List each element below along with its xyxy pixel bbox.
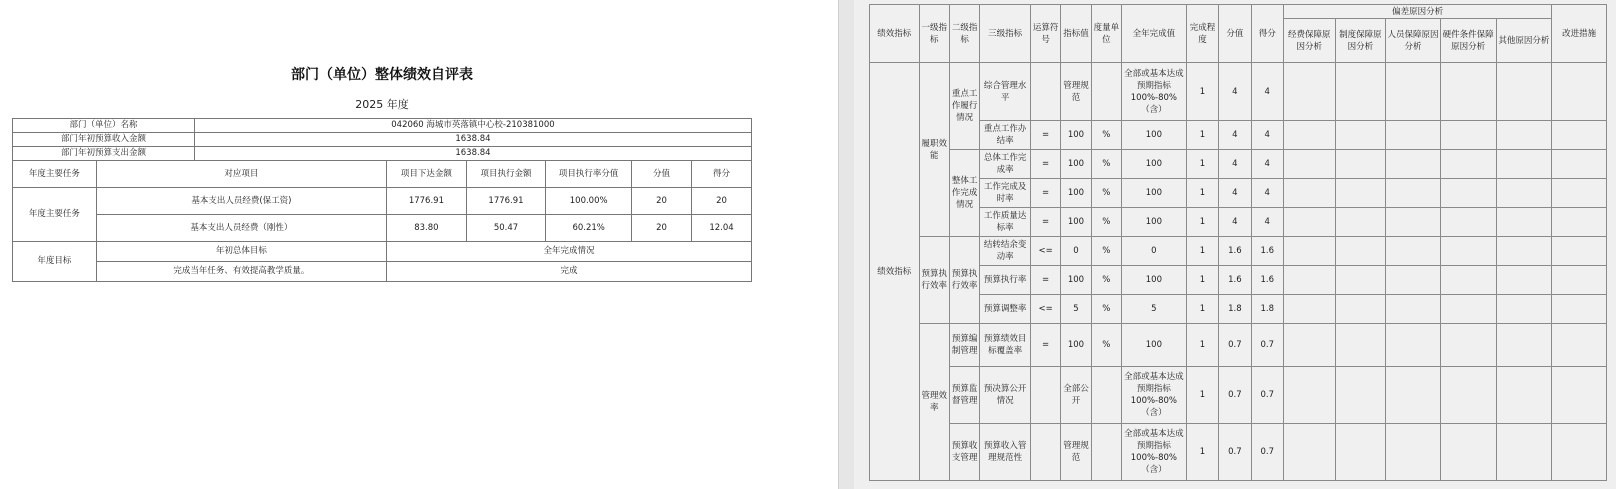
empty-cell	[1335, 266, 1386, 295]
header-level3: 三级指标	[980, 5, 1031, 63]
indicator-operator: =	[1030, 324, 1060, 367]
empty-cell	[1335, 367, 1386, 424]
indicator-target: 100	[1061, 179, 1091, 208]
empty-cell	[1335, 237, 1386, 266]
indicator-annual-value: 100	[1122, 208, 1187, 237]
expense-row	[13, 147, 752, 161]
indicator-target: 100	[1061, 150, 1091, 179]
header-hardware-reason: 硬件条件保障原因分析	[1440, 19, 1496, 63]
indicator-weight: 4	[1219, 179, 1251, 208]
empty-cell	[1440, 237, 1496, 266]
goal-header-row	[13, 242, 752, 262]
header-target: 指标值	[1061, 5, 1091, 63]
header-system-reason: 制度保障原因分析	[1335, 19, 1386, 63]
empty-cell	[1496, 63, 1552, 121]
empty-cell	[1386, 208, 1441, 237]
empty-cell	[1496, 324, 1552, 367]
empty-cell	[1440, 208, 1496, 237]
empty-cell	[1283, 63, 1335, 121]
empty-cell	[1386, 237, 1441, 266]
empty-cell	[1283, 121, 1335, 150]
indicator-unit: %	[1091, 208, 1121, 237]
indicator-operator	[1030, 63, 1060, 121]
task-row	[13, 188, 752, 215]
indicator-weight: 4	[1219, 63, 1251, 121]
goal-completion-value: 完成	[387, 262, 752, 282]
empty-cell	[1386, 295, 1441, 324]
empty-cell	[1386, 63, 1441, 121]
indicator-row	[870, 424, 1607, 481]
indicator-name: 重点工作办结率	[980, 121, 1031, 150]
task-row	[13, 215, 752, 242]
indicator-name: 预算调整率	[980, 295, 1031, 324]
empty-cell	[1335, 63, 1386, 121]
level1-label: 履职效能	[919, 63, 949, 237]
indicator-operator: =	[1030, 208, 1060, 237]
empty-cell	[1552, 367, 1607, 424]
empty-cell	[1283, 324, 1335, 367]
goal-value-row	[13, 262, 752, 282]
task-rate: 100.00%	[546, 188, 632, 215]
empty-cell	[1496, 266, 1552, 295]
task-header-project: 对应项目	[96, 161, 386, 188]
empty-cell	[1496, 367, 1552, 424]
indicator-completion: 1	[1186, 237, 1218, 266]
indicator-row	[870, 295, 1607, 324]
indicator-score: 4	[1251, 150, 1283, 179]
indicator-unit: %	[1091, 295, 1121, 324]
header-funding-reason: 经费保障原因分析	[1283, 19, 1335, 63]
task-rate: 60.21%	[546, 215, 632, 242]
indicator-score: 1.6	[1251, 237, 1283, 266]
goal-initial-header: 年初总体目标	[96, 242, 386, 262]
header-unit: 度量单位	[1091, 5, 1121, 63]
indicator-score: 1.8	[1251, 295, 1283, 324]
empty-cell	[1386, 324, 1441, 367]
indicator-row	[870, 367, 1607, 424]
task-weight: 20	[632, 215, 692, 242]
empty-cell	[1440, 295, 1496, 324]
level2-label: 预算执行效率	[949, 237, 979, 324]
indicator-target: 管理规范	[1061, 424, 1091, 481]
indicator-target: 全部公开	[1061, 367, 1091, 424]
header-operator: 运算符号	[1030, 5, 1060, 63]
unit-name-label: 部门（单位）名称	[13, 119, 195, 133]
indicator-name: 结转结余变动率	[980, 237, 1031, 266]
year-label: 2025 年度	[355, 98, 409, 111]
empty-cell	[1552, 237, 1607, 266]
indicator-target: 100	[1061, 266, 1091, 295]
indicator-weight: 1.6	[1219, 237, 1251, 266]
indicator-weight: 1.8	[1219, 295, 1251, 324]
empty-cell	[1552, 63, 1607, 121]
header-annual-value: 全年完成值	[1122, 5, 1187, 63]
performance-indicator-table	[869, 4, 1607, 481]
goal-label: 年度目标	[13, 242, 97, 282]
empty-cell	[1283, 266, 1335, 295]
empty-cell	[1496, 150, 1552, 179]
indicator-completion: 1	[1186, 424, 1218, 481]
indicator-unit	[1091, 367, 1121, 424]
unit-name-row	[13, 119, 752, 133]
indicator-name: 综合管理水平	[980, 63, 1031, 121]
indicator-annual-value: 100	[1122, 150, 1187, 179]
indicator-weight: 4	[1219, 208, 1251, 237]
indicator-row	[870, 324, 1607, 367]
indicator-unit	[1091, 63, 1121, 121]
indicator-completion: 1	[1186, 266, 1218, 295]
indicator-unit: %	[1091, 150, 1121, 179]
income-label: 部门年初预算收入金额	[13, 133, 195, 147]
level1-label: 预算执行效率	[919, 237, 949, 324]
income-value: 1638.84	[194, 133, 751, 147]
indicator-operator: =	[1030, 121, 1060, 150]
indicator-annual-value: 全部或基本达成预期指标 100%-80%（含）	[1122, 424, 1187, 481]
task-header-allocated: 项目下达金额	[387, 161, 467, 188]
empty-cell	[1335, 208, 1386, 237]
indicator-unit: %	[1091, 121, 1121, 150]
empty-cell	[1283, 237, 1335, 266]
indicator-operator: <=	[1030, 237, 1060, 266]
indicator-row	[870, 150, 1607, 179]
indicator-score: 4	[1251, 63, 1283, 121]
empty-cell	[1552, 150, 1607, 179]
indicator-completion: 1	[1186, 295, 1218, 324]
indicator-completion: 1	[1186, 150, 1218, 179]
empty-cell	[1283, 424, 1335, 481]
task-header-score: 得分	[692, 161, 752, 188]
indicator-annual-value: 5	[1122, 295, 1187, 324]
task-header-task: 年度主要任务	[13, 161, 97, 188]
indicator-completion: 1	[1186, 121, 1218, 150]
level2-label: 重点工作履行情况	[949, 63, 979, 150]
indicator-completion: 1	[1186, 63, 1218, 121]
header-weight: 分值	[1219, 5, 1251, 63]
indicator-unit: %	[1091, 237, 1121, 266]
header-level2: 二级指标	[949, 5, 979, 63]
indicator-unit	[1091, 424, 1121, 481]
header-completion: 完成程度	[1186, 5, 1218, 63]
header-other-reason: 其他原因分析	[1496, 19, 1552, 63]
indicator-score: 0.7	[1251, 424, 1283, 481]
empty-cell	[1552, 179, 1607, 208]
summary-table	[12, 118, 752, 282]
indicator-operator: =	[1030, 266, 1060, 295]
empty-cell	[1496, 424, 1552, 481]
goal-completion-header: 全年完成情况	[387, 242, 752, 262]
unit-name-value: 042060 海城市英落镇中心校-210381000	[194, 119, 751, 133]
indicator-unit: %	[1091, 266, 1121, 295]
empty-cell	[1335, 121, 1386, 150]
empty-cell	[1440, 367, 1496, 424]
empty-cell	[1496, 208, 1552, 237]
empty-cell	[1283, 367, 1335, 424]
indicator-score: 4	[1251, 208, 1283, 237]
task-header-weight: 分值	[632, 161, 692, 188]
task-score: 20	[692, 188, 752, 215]
indicator-row	[870, 266, 1607, 295]
empty-cell	[1552, 324, 1607, 367]
indicator-score: 0.7	[1251, 324, 1283, 367]
indicator-name: 预算收入管理规范性	[980, 424, 1031, 481]
empty-cell	[1440, 266, 1496, 295]
indicator-row	[870, 121, 1607, 150]
empty-cell	[1386, 179, 1441, 208]
indicator-target: 100	[1061, 324, 1091, 367]
expense-label: 部门年初预算支出金额	[13, 147, 195, 161]
empty-cell	[1496, 179, 1552, 208]
indicator-unit: %	[1091, 324, 1121, 367]
task-header-row	[13, 161, 752, 188]
indicator-completion: 1	[1186, 208, 1218, 237]
empty-cell	[1440, 150, 1496, 179]
empty-cell	[1335, 324, 1386, 367]
indicator-operator	[1030, 424, 1060, 481]
expense-value: 1638.84	[194, 147, 751, 161]
indicator-completion: 1	[1186, 324, 1218, 367]
empty-cell	[1386, 121, 1441, 150]
empty-cell	[1335, 150, 1386, 179]
empty-cell	[1283, 150, 1335, 179]
indicator-operator	[1030, 367, 1060, 424]
page-title: 部门（单位）整体绩效自评表	[291, 67, 473, 83]
indicator-row	[870, 208, 1607, 237]
empty-cell	[1496, 121, 1552, 150]
indicator-weight: 4	[1219, 150, 1251, 179]
empty-cell	[1335, 179, 1386, 208]
empty-cell	[1496, 237, 1552, 266]
indicator-target: 5	[1061, 295, 1091, 324]
income-row	[13, 133, 752, 147]
empty-cell	[1552, 424, 1607, 481]
task-executed: 50.47	[466, 215, 546, 242]
indicator-target: 管理规范	[1061, 63, 1091, 121]
empty-cell	[1283, 295, 1335, 324]
indicator-annual-value: 100	[1122, 324, 1187, 367]
task-project: 基本支出人员经费(保工资)	[96, 188, 386, 215]
empty-cell	[1386, 367, 1441, 424]
header-improvement: 改进措施	[1552, 5, 1607, 63]
indicator-name: 总体工作完成率	[980, 150, 1031, 179]
task-score: 12.04	[692, 215, 752, 242]
empty-cell	[1283, 179, 1335, 208]
indicator-weight: 0.7	[1219, 424, 1251, 481]
header-perf: 绩效指标	[870, 5, 920, 63]
indicator-name: 工作质量达标率	[980, 208, 1031, 237]
indicator-score: 4	[1251, 121, 1283, 150]
level2-label: 整体工作完成情况	[949, 150, 979, 237]
empty-cell	[1552, 266, 1607, 295]
header-level1: 一级指标	[919, 5, 949, 63]
level2-label: 预算收支管理	[949, 424, 979, 481]
indicator-annual-value: 全部或基本达成预期指标 100%-80%（含）	[1122, 63, 1187, 121]
indicator-operator: <=	[1030, 295, 1060, 324]
indicator-completion: 1	[1186, 367, 1218, 424]
header-staff-reason: 人员保障原因分析	[1386, 19, 1441, 63]
indicator-score: 1.6	[1251, 266, 1283, 295]
indicator-row	[870, 63, 1607, 121]
task-group-label: 年度主要任务	[13, 188, 97, 242]
indicator-target: 100	[1061, 208, 1091, 237]
indicator-name: 预算绩效目标覆盖率	[980, 324, 1031, 367]
page-gutter	[838, 0, 855, 489]
empty-cell	[1386, 266, 1441, 295]
level2-label: 预算编制管理	[949, 324, 979, 367]
task-allocated: 83.80	[387, 215, 467, 242]
indicator-target: 0	[1061, 237, 1091, 266]
task-allocated: 1776.91	[387, 188, 467, 215]
indicator-operator: =	[1030, 179, 1060, 208]
indicator-score: 4	[1251, 179, 1283, 208]
indicator-weight: 0.7	[1219, 367, 1251, 424]
empty-cell	[1283, 208, 1335, 237]
empty-cell	[1335, 424, 1386, 481]
level2-label: 预算监督管理	[949, 367, 979, 424]
indicator-weight: 0.7	[1219, 324, 1251, 367]
empty-cell	[1440, 121, 1496, 150]
indicator-annual-value: 100	[1122, 266, 1187, 295]
empty-cell	[1440, 63, 1496, 121]
empty-cell	[1440, 324, 1496, 367]
header-deviation: 偏差原因分析	[1283, 5, 1551, 19]
indicator-completion: 1	[1186, 179, 1218, 208]
empty-cell	[1552, 208, 1607, 237]
header-row-1	[870, 5, 1607, 19]
indicator-row	[870, 179, 1607, 208]
task-project: 基本支出人员经费（刚性）	[96, 215, 386, 242]
indicator-annual-value: 全部或基本达成预期指标 100%-80%（含）	[1122, 367, 1187, 424]
empty-cell	[1552, 295, 1607, 324]
empty-cell	[1440, 179, 1496, 208]
task-header-executed: 项目执行金额	[466, 161, 546, 188]
level1-label: 管理效率	[919, 324, 949, 481]
indicator-row	[870, 237, 1607, 266]
empty-cell	[1386, 150, 1441, 179]
header-score: 得分	[1251, 5, 1283, 63]
indicator-annual-value: 0	[1122, 237, 1187, 266]
task-weight: 20	[632, 188, 692, 215]
empty-cell	[1552, 121, 1607, 150]
indicator-annual-value: 100	[1122, 179, 1187, 208]
empty-cell	[1496, 295, 1552, 324]
indicator-unit: %	[1091, 179, 1121, 208]
indicator-operator: =	[1030, 150, 1060, 179]
indicator-name: 工作完成及时率	[980, 179, 1031, 208]
indicator-annual-value: 100	[1122, 121, 1187, 150]
perf-group-label: 绩效指标	[870, 63, 920, 481]
empty-cell	[1335, 295, 1386, 324]
indicator-target: 100	[1061, 121, 1091, 150]
indicator-weight: 4	[1219, 121, 1251, 150]
task-executed: 1776.91	[466, 188, 546, 215]
goal-initial-value: 完成当年任务、有效提高教学质量。	[96, 262, 386, 282]
indicator-weight: 1.6	[1219, 266, 1251, 295]
empty-cell	[1386, 424, 1441, 481]
indicator-name: 预算执行率	[980, 266, 1031, 295]
empty-cell	[1440, 424, 1496, 481]
indicator-name: 预决算公开情况	[980, 367, 1031, 424]
task-header-rate: 项目执行率分值	[546, 161, 632, 188]
indicator-score: 0.7	[1251, 367, 1283, 424]
